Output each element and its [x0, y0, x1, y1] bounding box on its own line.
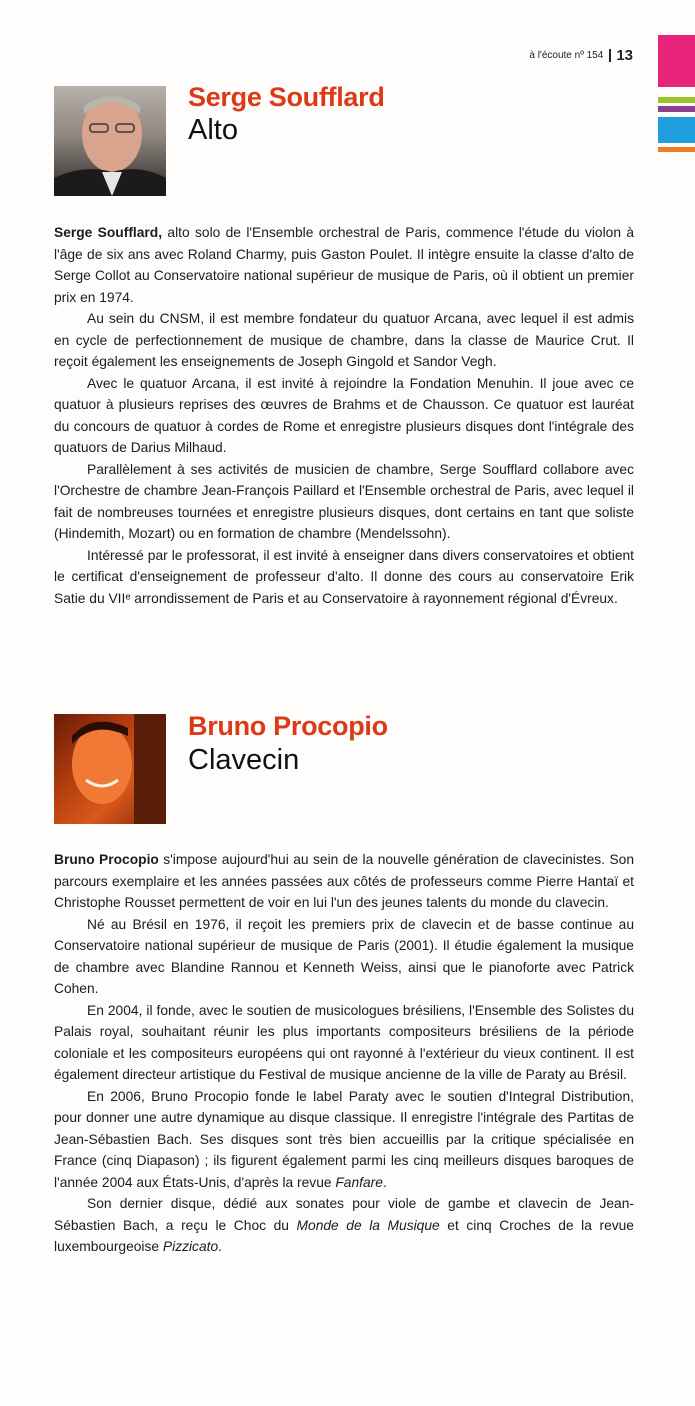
tab-lime [658, 97, 695, 103]
bio-paragraph: Avec le quatuor Arcana, il est invité à rejoindre la Fondation Menuhin. Il joue avec ce quatuor à plusieurs reprises des œuvres de Brahms et de Chausson. Ce quatuor est lauréat du concours de quatuor à cordes de Rome et enregistre plusieurs disques dont l'intégrale des quatuors de Darius Milhaud. [54, 375, 634, 455]
artist-name-soufflard: Serge Soufflard [188, 82, 385, 112]
bio-paragraph: Son dernier disque, dédié aux sonates pour viole de gambe et clavecin de Jean-Sébastien Bach, a reçu le Choc du Monde de la Musique et cinq Croches de la revue luxembourgeoise Pizzicato. [54, 1196, 634, 1254]
tab-pink [658, 35, 695, 87]
tab-purple [658, 106, 695, 112]
issue-label: à l'écoute nº 154 [529, 50, 604, 61]
bio-paragraph: Né au Brésil en 1976, il reçoit les premiers prix de clavecin et de basse continue au Conservatoire national supérieur de musique de Paris (2001). Il étudie également la musique de chambre avec Blandine Rannou et Kenneth Weiss, ainsi que le pianoforte avec Patrick Cohen. [54, 916, 634, 996]
page-number: 13 [616, 47, 633, 64]
color-tabs [658, 35, 695, 152]
artist-name-procopio: Bruno Procopio [188, 711, 388, 741]
tab-orange [658, 147, 695, 152]
artist-photo-soufflard [54, 86, 166, 196]
bio-paragraph: Bruno Procopio s'impose aujourd'hui au sein de la nouvelle génération de clavecinistes. Son parcours exemplaire et les années passées aux côtés de professeurs comme Pierre Hantaï et Christophe Rousset permettent de voir en lui l'un des jeunes talents du monde du clavecin. [54, 852, 634, 910]
artist-role-procopio: Clavecin [188, 744, 300, 776]
bio-paragraph: Intéressé par le professorat, il est invité à enseigner dans divers conservatoires et obtient le certificat d'enseignement de professeur d'alto. Il donne des cours au conservatoire Erik Satie du VIIᵉ arrondissement de Paris et au Conservatoire à rayonnement régional d'Évreux. [54, 547, 634, 606]
page-header [529, 47, 633, 64]
bio-paragraph: Parallèlement à ses activités de musicien de chambre, Serge Soufflard collabore avec l'Orchestre de chambre Jean-François Paillard et l'Ensemble orchestral de Paris, avec lequel il fait de nombreuses tournées et enregistre plusieurs disques, dont certains en tant que soliste (Hindemith, Mozart) ou en formation de chambre (Mendelssohn). [54, 461, 634, 541]
tab-blue [658, 117, 695, 143]
artist-bio-soufflard [54, 222, 634, 609]
bio-paragraph: En 2004, il fonde, avec le soutien de musicologues brésiliens, l'Ensemble des Solistes du Palais royal, souhaitant réunir les plus importants compositeurs brésiliens de la période coloniale et les compositeurs européens qui ont rayonné à l'extérieur du vieux continent. Il est également directeur artistique du Festival de musique ancienne de la ville de Paraty au Brésil. [54, 1002, 634, 1082]
artist-role-soufflard: Alto [188, 114, 238, 146]
artist-photo-procopio [54, 714, 166, 824]
bio-paragraph: Serge Soufflard, alto solo de l'Ensemble orchestral de Paris, commence l'étude du violon à l'âge de six ans avec Roland Charmy, puis Gaston Poulet. Il intègre ensuite la classe d'alto de Serge Collot au Conservatoire national supérieur de musique de Paris, où il obtient un premier prix en 1974. [54, 225, 635, 305]
bio-paragraph: Au sein du CNSM, il est membre fondateur du quatuor Arcana, avec lequel il est admis en cycle de perfectionnement de musique de chambre, dans la classe de Maurice Crut. Il reçoit également les enseignements de Joseph Gingold et Sandor Vegh. [54, 311, 634, 369]
artist-bio-procopio [54, 849, 634, 1258]
bio-paragraph: En 2006, Bruno Procopio fonde le label Paraty avec le soutien d'Integral Distribution, pour donner une autre dynamique au disque classique. Il enregistre l'intégrale des Partitas de Jean-Sébastien Bach. Ses disques sont très bien accueillis par la critique spécialisée en France (cinq Diapason) ; ils figurent également parmi les cinq meilleurs disques baroques de l'année 2004 aux États-Unis, d'après la revue Fanfare. [54, 1088, 634, 1190]
header-divider [609, 49, 611, 62]
